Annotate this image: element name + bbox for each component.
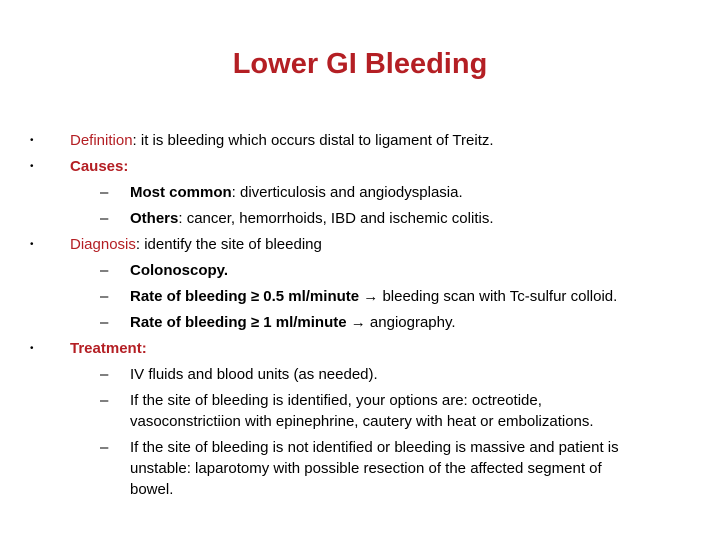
causes-item-text: : cancer, hemorrhoids, IBD and ischemic colitis. <box>178 210 494 227</box>
dash-marker: – <box>100 366 109 383</box>
diagnosis-item-label: Rate of bleeding ≥ 0.5 ml/minute <box>130 288 360 305</box>
treatment-item-not-identified-line1: If the site of bleeding is not identified or bleeding is massive and patient is <box>130 439 619 456</box>
bullet-marker: • <box>30 135 34 146</box>
treatment-item-identified-line2: vasoconstrictiion with epinephrine, cautery with heat or embolizations. <box>130 413 594 430</box>
dash-marker: – <box>100 392 109 409</box>
causes-item-label: Most common <box>130 184 232 201</box>
slide-title: Lower GI Bleeding <box>232 48 488 80</box>
causes-label: Causes: <box>70 158 129 175</box>
diagnosis-item-colonoscopy: Colonoscopy. <box>130 262 229 279</box>
causes-item-most-common <box>130 183 463 203</box>
dash-marker: – <box>100 184 109 201</box>
causes-item-text: : diverticulosis and angiodysplasia. <box>231 184 463 201</box>
causes-item-others <box>130 209 493 229</box>
diagnosis-item-text: → angiography. <box>346 314 456 331</box>
diagnosis-text: : identify the site of bleeding <box>135 236 322 253</box>
treatment-item-identified-line1: If the site of bleeding is identified, your options are: octreotide, <box>130 392 542 409</box>
diagnosis-item-scan <box>130 287 617 307</box>
dash-marker: – <box>100 262 109 279</box>
dash-marker: – <box>100 439 109 456</box>
treatment-item-not-identified-line2: unstable: laparotomy with possible resection of the affected segment of <box>130 460 602 477</box>
definition-item <box>70 131 494 151</box>
diagnosis-item-angiography <box>130 313 456 333</box>
treatment-item-not-identified-line3: bowel. <box>130 481 174 498</box>
dash-marker: – <box>100 288 109 305</box>
diagnosis-item-label: Rate of bleeding ≥ 1 ml/minute <box>130 314 347 331</box>
definition-text: : it is bleeding which occurs distal to ligament of Treitz. <box>132 132 494 149</box>
definition-label: Definition <box>70 132 133 149</box>
diagnosis-item-text: → bleeding scan with Tc-sulfur colloid. <box>359 288 618 305</box>
treatment-item-fluids: IV fluids and blood units (as needed). <box>130 366 378 383</box>
diagnosis-label: Diagnosis <box>70 236 136 253</box>
treatment-label: Treatment: <box>70 340 147 357</box>
dash-marker: – <box>100 210 109 227</box>
bullet-marker: • <box>30 239 34 250</box>
causes-item-label: Others <box>130 210 179 227</box>
bullet-marker: • <box>30 343 34 354</box>
dash-marker: – <box>100 314 109 331</box>
bullet-marker: • <box>30 161 34 172</box>
diagnosis-item <box>70 235 322 255</box>
